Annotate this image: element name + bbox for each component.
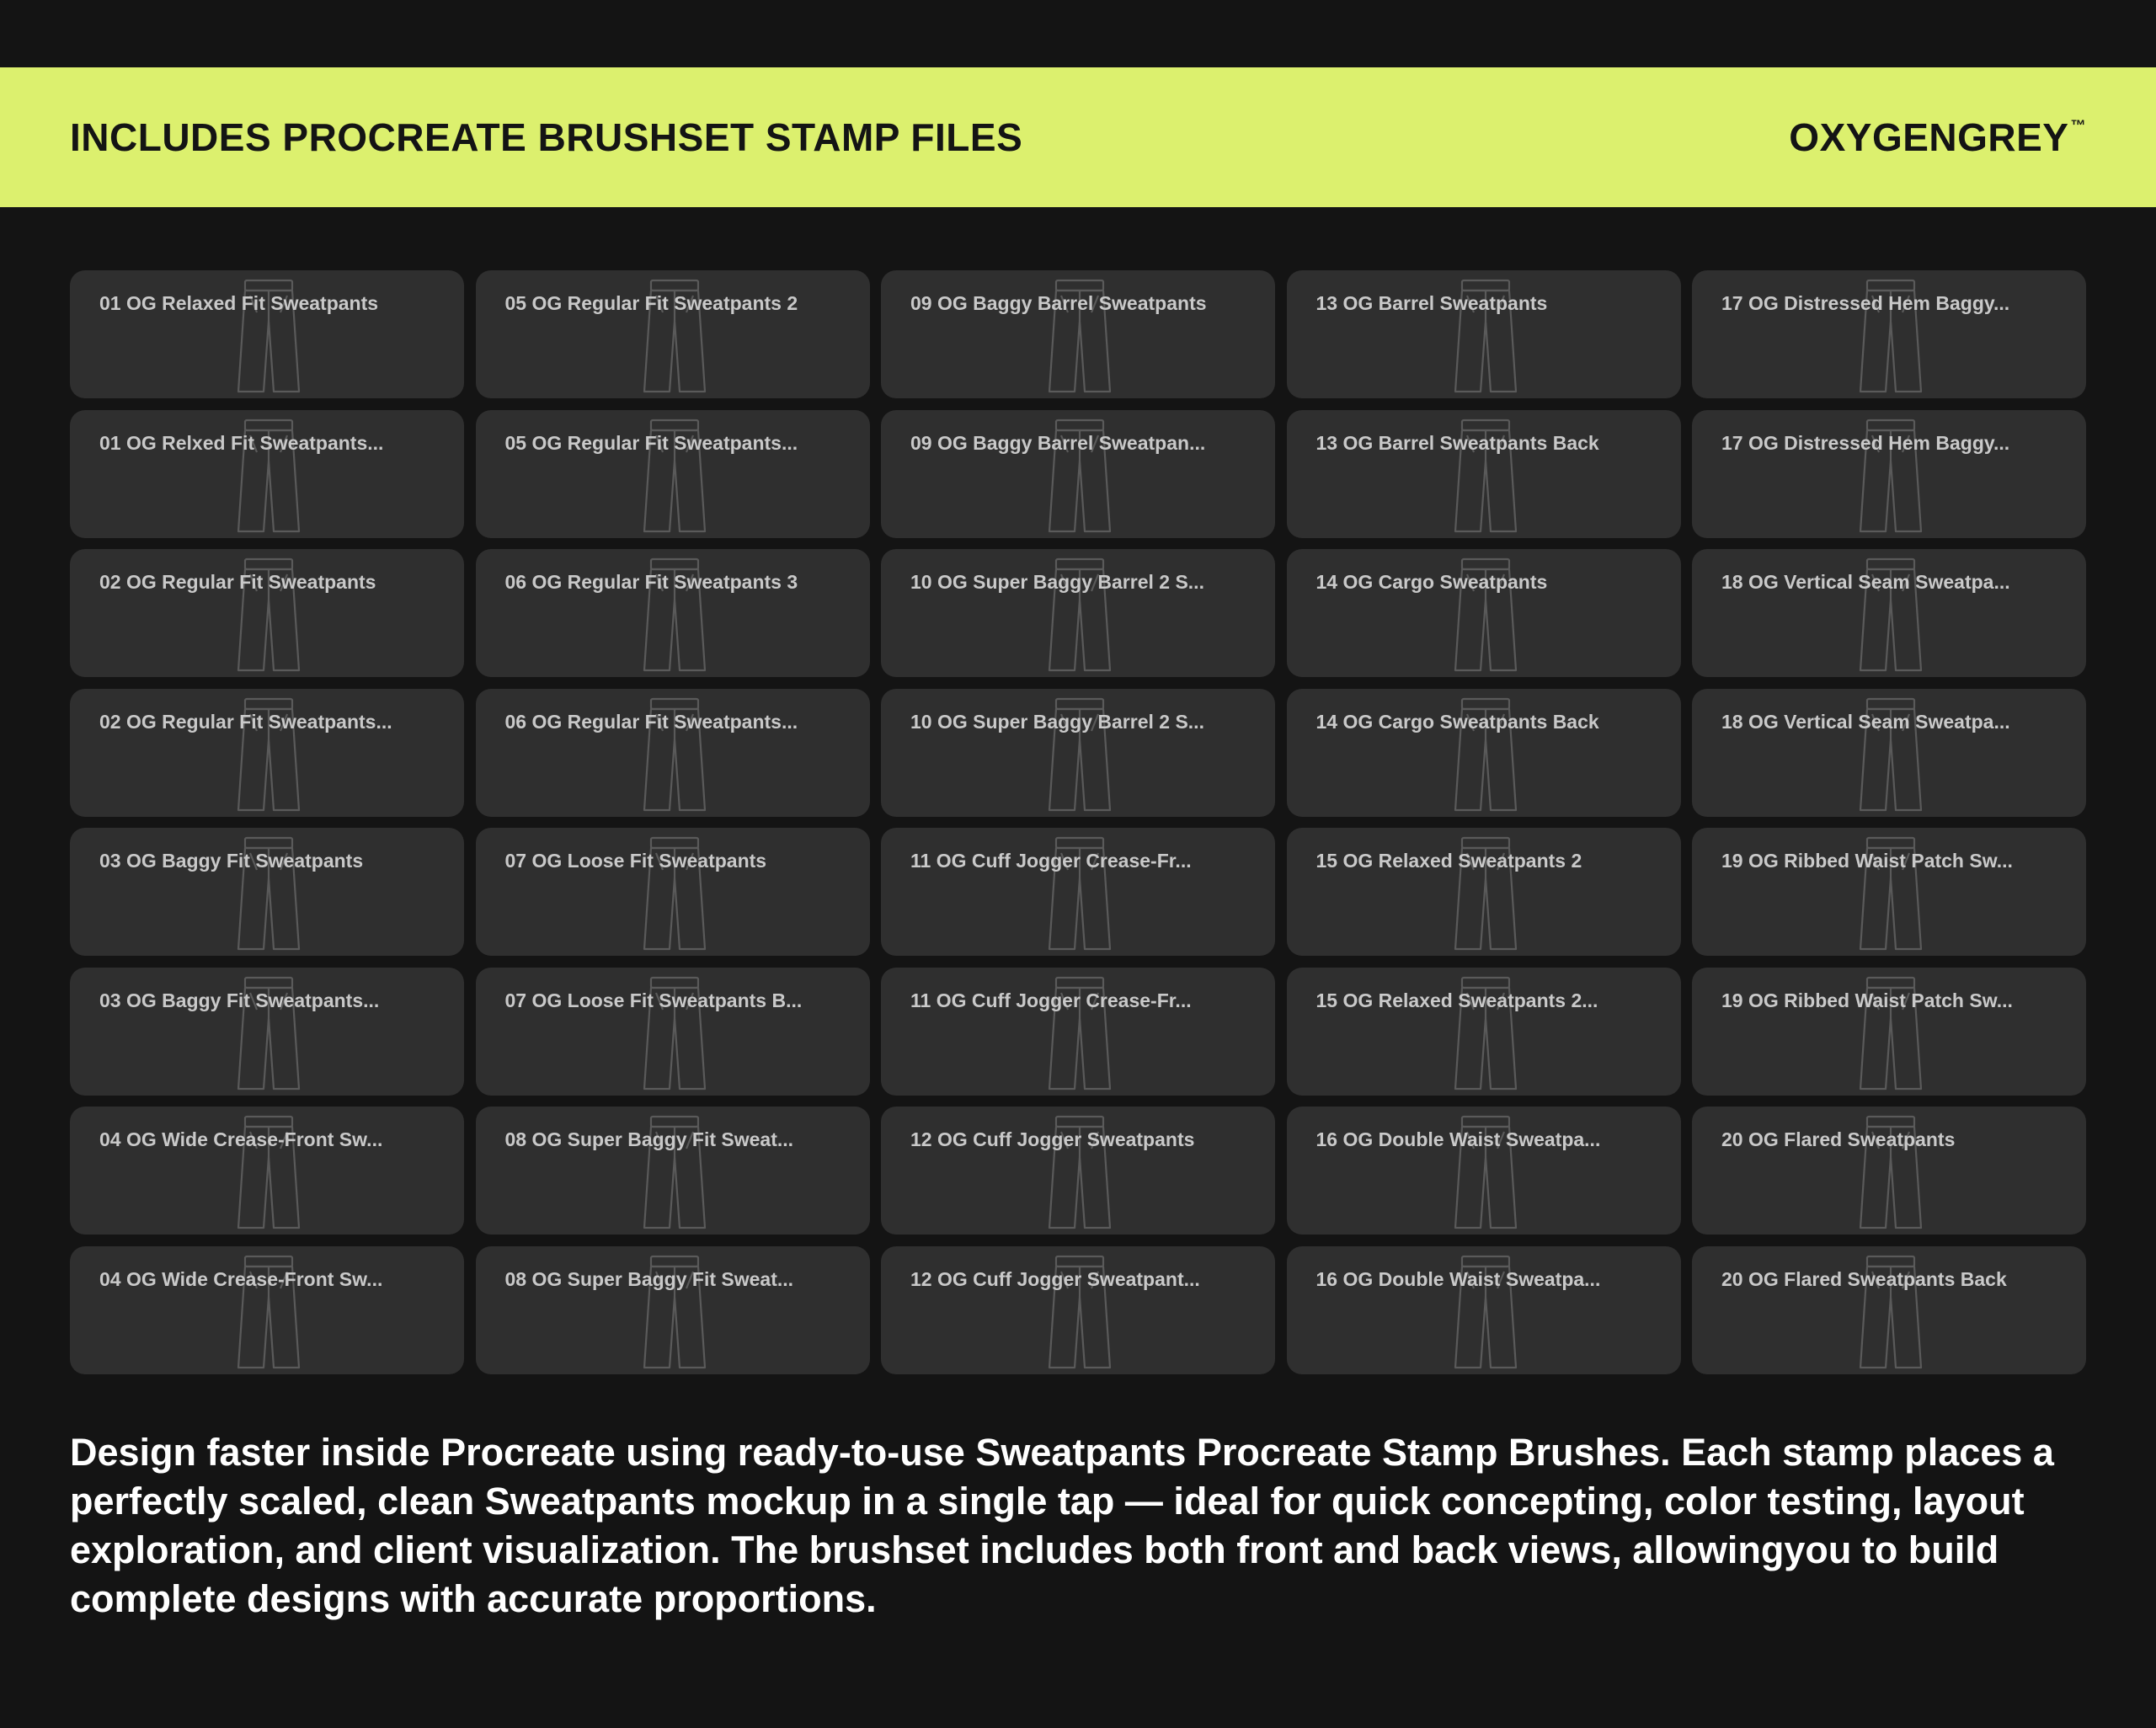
brush-label: 06 OG Regular Fit Sweatpants 3 [504, 571, 798, 593]
brush-tile[interactable] [1692, 689, 2086, 817]
brush-label: 02 OG Regular Fit Sweatpants [99, 571, 376, 593]
brush-tile[interactable] [881, 270, 1275, 398]
brush-label: 04 OG Wide Crease-Front Sw... [99, 1267, 383, 1290]
brush-tile[interactable] [70, 1107, 464, 1235]
brush-tile[interactable] [1692, 1246, 2086, 1374]
brush-tile[interactable] [1692, 270, 2086, 398]
brush-label: 05 OG Regular Fit Sweatpants... [504, 431, 798, 454]
brush-tile[interactable] [70, 410, 464, 538]
brand-logo [1789, 115, 2086, 160]
brush-tile[interactable] [476, 689, 870, 817]
brush-tile[interactable] [881, 689, 1275, 817]
description-text: Design faster inside Procreate using ready-to-use Sweatpants Procreate Stamp Brushes. Each stamp places a perfectly scaled, clean Sweatpants mockup in a single tap — ideal for quick concepting, color testing, layout exploration, and client visualization. The brushset includes both front and back views, allowingyou to build complete designs with accurate proportions. [70, 1431, 2054, 1620]
brush-tile[interactable] [1287, 410, 1681, 538]
brush-label: 11 OG Cuff Jogger Crease-Fr... [910, 850, 1192, 872]
brush-tile[interactable] [881, 1246, 1275, 1374]
brush-tile[interactable] [1287, 549, 1681, 677]
brush-label: 19 OG Ribbed Waist Patch Sw... [1721, 989, 2013, 1011]
brush-label: 01 OG Relxed Fit Sweatpants... [99, 431, 384, 454]
brush-label: 08 OG Super Baggy Fit Sweat... [504, 1267, 794, 1290]
brush-label: 01 OG Relaxed Fit Sweatpants [99, 292, 379, 314]
brush-label: 18 OG Vertical Seam Sweatpa... [1721, 571, 2010, 593]
brush-tile[interactable] [476, 410, 870, 538]
brand-name: OXYGENGREY [1789, 115, 2069, 159]
brush-label: 03 OG Baggy Fit Sweatpants... [99, 989, 380, 1011]
brush-tile[interactable] [476, 1107, 870, 1235]
brush-tile[interactable] [476, 1246, 870, 1374]
header-banner [0, 67, 2156, 207]
brush-label: 13 OG Barrel Sweatpants [1315, 292, 1548, 314]
brush-label: 12 OG Cuff Jogger Sweatpant... [910, 1267, 1200, 1290]
brush-label: 17 OG Distressed Hem Baggy... [1721, 431, 2010, 454]
brush-label: 06 OG Regular Fit Sweatpants... [504, 710, 798, 733]
brush-label: 14 OG Cargo Sweatpants Back [1315, 710, 1599, 733]
brush-tile[interactable] [881, 968, 1275, 1096]
brush-tile[interactable] [70, 968, 464, 1096]
brush-tile[interactable] [881, 1107, 1275, 1235]
brush-label: 02 OG Regular Fit Sweatpants... [99, 710, 392, 733]
brush-label: 03 OG Baggy Fit Sweatpants [99, 850, 364, 872]
brush-label: 13 OG Barrel Sweatpants Back [1315, 431, 1599, 454]
brush-label: 16 OG Double Waist Sweatpa... [1315, 1128, 1601, 1150]
brush-label: 11 OG Cuff Jogger Crease-Fr... [910, 989, 1192, 1011]
brush-label: 14 OG Cargo Sweatpants [1315, 571, 1548, 593]
page-title: INCLUDES PROCREATE BRUSHSET STAMP FILES [70, 115, 1023, 159]
brush-tile[interactable] [881, 828, 1275, 956]
brush-label: 07 OG Loose Fit Sweatpants [504, 850, 767, 872]
brush-tile[interactable] [1287, 1246, 1681, 1374]
brush-label: 17 OG Distressed Hem Baggy... [1721, 292, 2010, 314]
brush-tile[interactable] [1692, 968, 2086, 1096]
brush-label: 16 OG Double Waist Sweatpa... [1315, 1267, 1601, 1290]
brush-tile[interactable] [1287, 828, 1681, 956]
brush-label: 18 OG Vertical Seam Sweatpa... [1721, 710, 2010, 733]
brush-tile[interactable] [476, 828, 870, 956]
brush-label: 12 OG Cuff Jogger Sweatpants [910, 1128, 1195, 1150]
brush-label: 10 OG Super Baggy Barrel 2 S... [910, 571, 1204, 593]
brush-tile[interactable] [1287, 1107, 1681, 1235]
brush-label: 19 OG Ribbed Waist Patch Sw... [1721, 850, 2013, 872]
brush-tile[interactable] [70, 549, 464, 677]
brush-tile[interactable] [476, 968, 870, 1096]
brush-label: 10 OG Super Baggy Barrel 2 S... [910, 710, 1204, 733]
brush-tile[interactable] [476, 270, 870, 398]
brush-label: 09 OG Baggy Barrel Sweatpants [910, 292, 1207, 314]
brush-label: 20 OG Flared Sweatpants [1721, 1128, 1956, 1150]
brush-label: 07 OG Loose Fit Sweatpants B... [504, 989, 803, 1011]
brush-tile[interactable] [476, 549, 870, 677]
brush-tile[interactable] [1692, 410, 2086, 538]
brush-label: 15 OG Relaxed Sweatpants 2 [1315, 850, 1582, 872]
brush-tile[interactable] [70, 270, 464, 398]
brush-label: 09 OG Baggy Barrel Sweatpan... [910, 431, 1206, 454]
brush-tile[interactable] [881, 549, 1275, 677]
trademark-mark: ™ [2070, 117, 2086, 134]
brush-label: 04 OG Wide Crease-Front Sw... [99, 1128, 383, 1150]
brush-tile[interactable] [1287, 968, 1681, 1096]
brush-tile[interactable] [1287, 270, 1681, 398]
brush-tile[interactable] [70, 689, 464, 817]
brush-tile[interactable] [1692, 549, 2086, 677]
brush-tile[interactable] [70, 1246, 464, 1374]
brush-tile[interactable] [1692, 1107, 2086, 1235]
brush-label: 15 OG Relaxed Sweatpants 2... [1315, 989, 1598, 1011]
brush-label: 20 OG Flared Sweatpants Back [1721, 1267, 2007, 1290]
brush-tile[interactable] [1692, 828, 2086, 956]
brush-tile[interactable] [881, 410, 1275, 538]
brush-tile[interactable] [1287, 689, 1681, 817]
brush-label: 05 OG Regular Fit Sweatpants 2 [504, 292, 798, 314]
brush-label: 08 OG Super Baggy Fit Sweat... [504, 1128, 794, 1150]
brush-grid [70, 270, 2086, 1374]
brush-tile[interactable] [70, 828, 464, 956]
